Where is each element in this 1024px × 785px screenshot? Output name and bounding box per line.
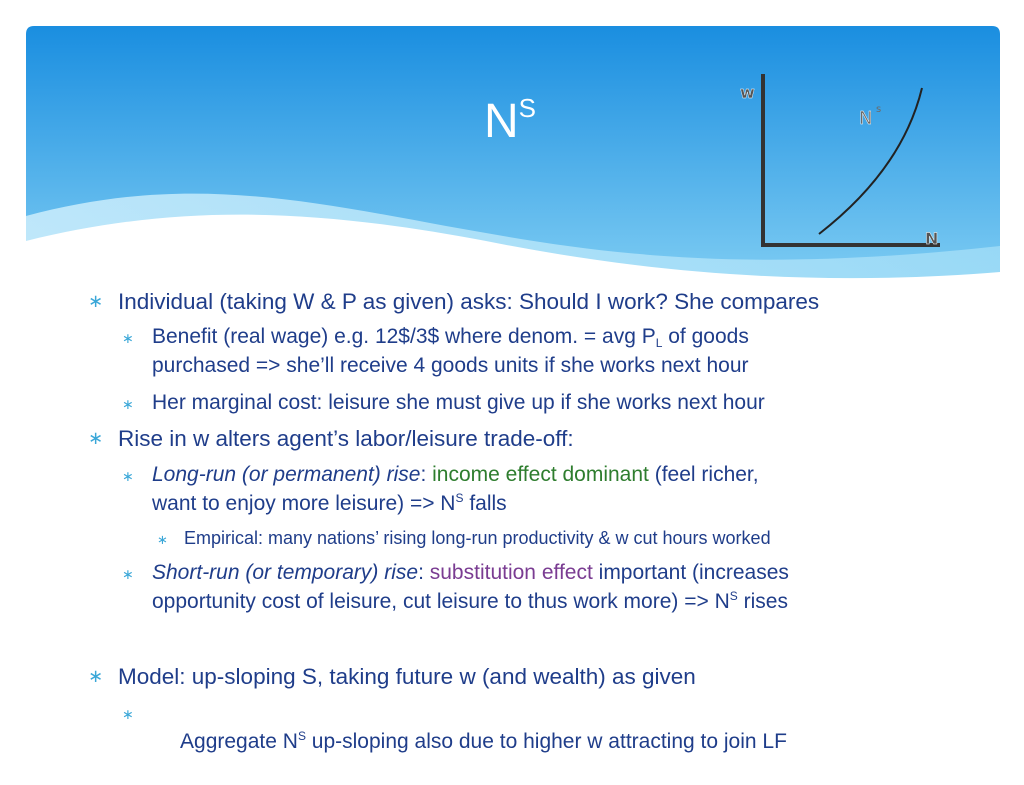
slide-title	[440, 78, 580, 152]
substitution-effect-text: substitution effect	[429, 561, 593, 584]
bullet-benefit-line2: purchased => she’ll receive 4 goods units if she works next hour	[152, 354, 749, 377]
bullet-model-text: Model: up-sloping S, taking future w (and wealth) as given	[118, 664, 696, 689]
bullet-short-run-line2: opportunity cost of leisure, cut leisure to thus work more) => N	[152, 590, 730, 613]
bullet-empirical-text: Empirical: many nations’ rising long-run productivity & w cut hours worked	[184, 528, 771, 548]
slide-title-main: N	[483, 95, 519, 148]
bullet-rise-in-w	[118, 424, 574, 454]
graph-y-axis-label: w	[740, 83, 755, 102]
bullet-model	[118, 662, 696, 692]
bullet-aggregate-text: Aggregate N	[175, 730, 298, 753]
bullet-empirical	[184, 525, 771, 551]
bullet-short-run-colon: :	[418, 561, 430, 584]
bullet-benefit	[152, 322, 749, 380]
bullet-glyph: ∗	[122, 566, 134, 582]
bullet-glyph: ∗	[122, 468, 134, 484]
bullet-glyph: ∗	[88, 428, 104, 448]
graph-curve-label-sup: s	[876, 104, 882, 115]
bullet-benefit-text-end: of goods	[662, 325, 749, 348]
bullet-glyph: ∗	[157, 532, 168, 547]
bullet-short-run	[152, 558, 789, 616]
bullet-benefit-subscript: L	[655, 336, 663, 350]
graph-curve-label: N	[859, 108, 873, 129]
labor-supply-graph	[735, 68, 950, 253]
income-effect-text: income effect dominant	[432, 463, 649, 486]
bullet-short-run-after: important (increases	[592, 561, 789, 584]
bullet-long-run-after: (feel richer,	[648, 463, 759, 486]
bullet-benefit-text: Benefit (real wage) e.g. 12$/3$ where denom. = avg P	[152, 325, 656, 348]
bullet-aggregate	[152, 698, 787, 785]
bullet-individual	[118, 287, 819, 317]
bullet-aggregate-text-end: up-sloping also due to higher w attracting to join LF	[305, 730, 787, 753]
bullet-short-run-superscript: S	[729, 589, 738, 603]
bullet-short-run-italic: Short-run (or temporary) rise	[152, 561, 419, 584]
graph-x-axis-label: N	[925, 229, 939, 248]
bullet-individual-text: Individual (taking W & P as given) asks: Should I work? She compares	[118, 289, 820, 314]
bullet-long-run-italic: Long-run (or permanent) rise	[152, 463, 421, 486]
bullet-long-run-colon: :	[420, 463, 433, 486]
bullet-aggregate-superscript: S	[297, 729, 306, 743]
bullet-long-run-line2-end: falls	[463, 492, 507, 515]
bullet-marginal-cost-text: Her marginal cost: leisure she must give up if she works next hour	[152, 391, 765, 414]
bullet-glyph: ∗	[88, 666, 104, 686]
bullet-long-run-superscript: S	[455, 491, 464, 505]
bullet-glyph: ∗	[88, 291, 104, 311]
bullet-long-run	[152, 460, 759, 518]
bullet-glyph: ∗	[122, 330, 134, 346]
bullet-glyph: ∗	[122, 396, 134, 412]
bullet-long-run-line2: want to enjoy more leisure) => N	[152, 492, 456, 515]
slide-title-superscript: S	[518, 93, 536, 123]
bullet-rise-in-w-text: Rise in w alters agent’s labor/leisure trade-off:	[118, 426, 574, 451]
bullet-glyph: ∗	[122, 706, 134, 722]
bullet-short-run-line2-end: rises	[737, 590, 788, 613]
bullet-marginal-cost	[152, 388, 765, 417]
slide-content	[0, 280, 1024, 753]
